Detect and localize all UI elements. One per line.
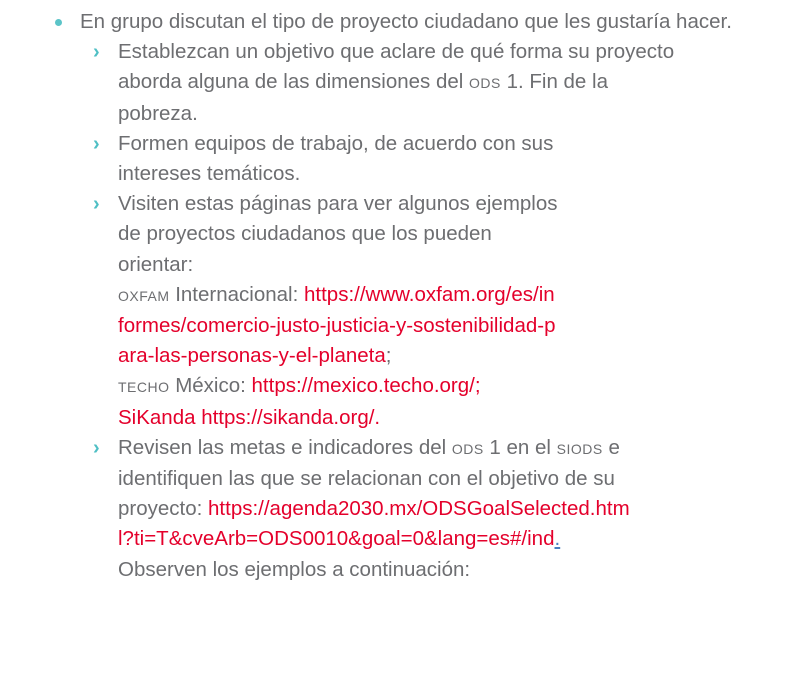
separator: ;: [385, 344, 392, 368]
sub-item-text: Establezcan un objetivo que aclare de qué forma su proyecto aborda alguna de las dimensiones del: [118, 40, 675, 94]
resource-techo: [118, 371, 558, 402]
resource-oxfam: [118, 280, 558, 372]
link-period[interactable]: .: [554, 527, 561, 551]
abbr-ods: ODS: [469, 75, 501, 92]
chevron-right-icon: ›: [93, 41, 100, 64]
sub-item-text: e identifiquen las que se relacionan con el objetivo de su proyecto:: [118, 435, 620, 521]
abbr-oxfam: OXFAM: [118, 287, 170, 304]
agenda2030-link[interactable]: https://agenda2030.mx/ODSGoalSelected.html?ti=T&cveArb=ODS0010&goal=0&lang=es#/ind: [118, 497, 630, 551]
main-item-text: En grupo discutan el tipo de proyecto ciudadano que les gustaría hacer.: [80, 10, 732, 33]
sub-item-visit-pages: [80, 189, 558, 433]
oxfam-link[interactable]: https://www.oxfam.org/es/informes/comercio-justo-justicia-y-sostenibilidad-para-las-personas-y-el-planeta: [118, 282, 556, 368]
sub-list: [80, 37, 780, 585]
resource-label: México:: [169, 374, 252, 398]
sub-item-teams: [80, 129, 598, 189]
sub-item-text: 1. Fin de la pobreza.: [118, 70, 608, 125]
main-list-item: [0, 7, 780, 585]
sub-item-text: Formen equipos de trabajo, de acuerdo con sus intereses temáticos.: [118, 131, 554, 186]
document-body: [0, 7, 798, 585]
chevron-right-icon: ›: [93, 436, 100, 459]
sub-item-objective: [80, 37, 688, 129]
abbr-techo: TECHO: [118, 379, 170, 396]
techo-link[interactable]: https://mexico.techo.org/;: [251, 374, 481, 398]
sub-item-review-goals: [80, 433, 638, 585]
chevron-right-icon: ›: [93, 132, 100, 155]
sub-item-text: Visiten estas páginas para ver algunos ejemplos de proyectos ciudadanos que los pueden orientar:: [118, 192, 558, 276]
resource-sikanda: [118, 403, 558, 433]
sub-item-text: Observen los ejemplos a continuación:: [118, 557, 471, 581]
sub-item-text: 1 en el: [483, 435, 557, 459]
sub-item-text: Revisen las metas e indicadores del: [118, 435, 452, 459]
sikanda-link[interactable]: SiKanda https://sikanda.org/.: [118, 405, 381, 429]
abbr-siods: SIODS: [556, 440, 603, 457]
abbr-ods: ODS: [451, 440, 484, 457]
bullet-dot-icon: [55, 19, 62, 26]
resource-label: Internacional:: [169, 282, 304, 306]
chevron-right-icon: ›: [93, 193, 100, 216]
